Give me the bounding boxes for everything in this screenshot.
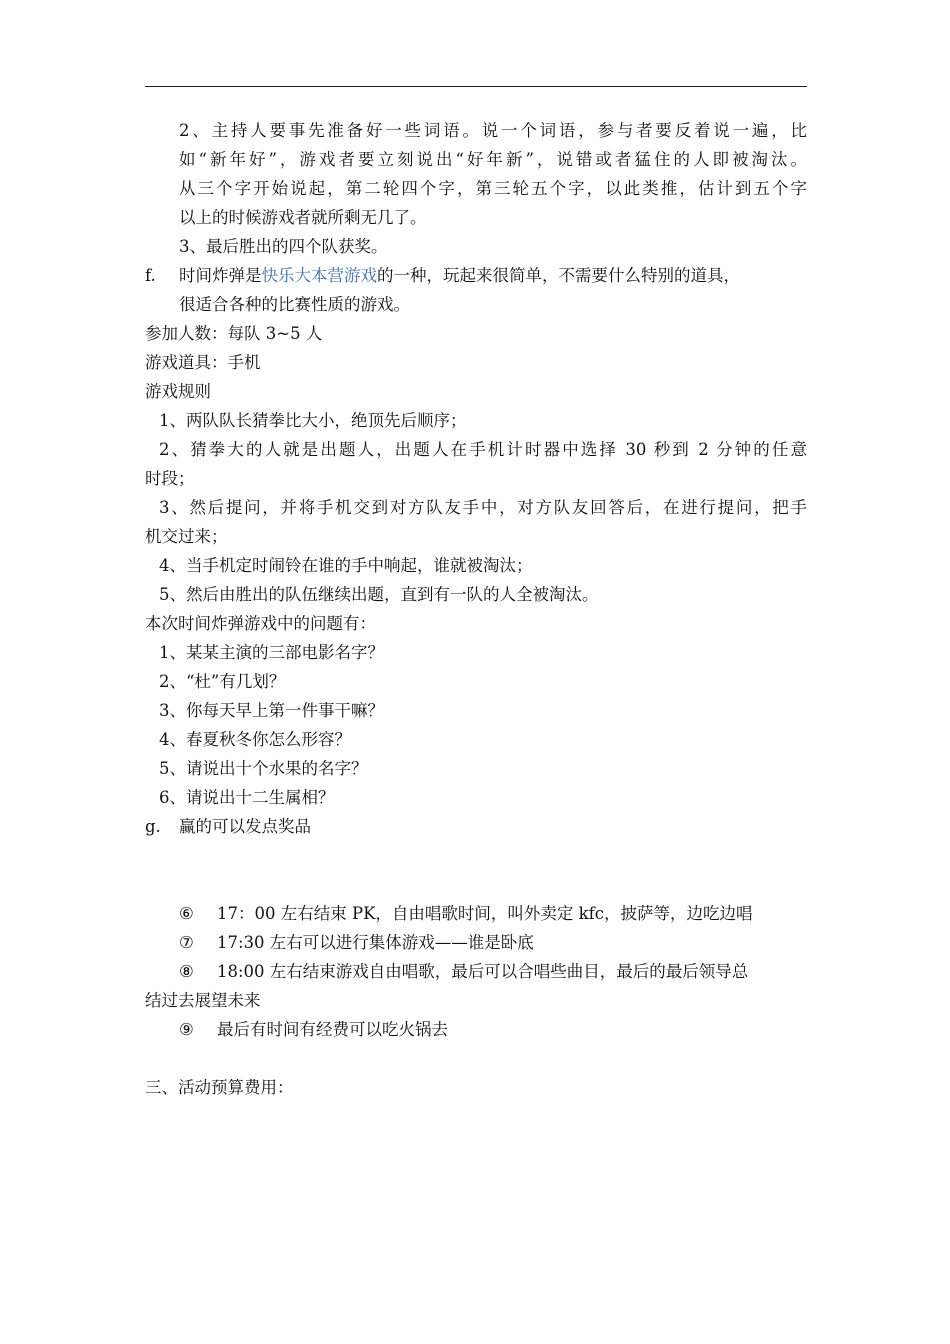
rule-item: 3、然后提问，并将手机交到对方队友手中，对方队友回答后，在进行提问，把手 bbox=[159, 498, 807, 517]
rule-item: 4、当手机定时闹铃在谁的手中响起，谁就被淘汰； bbox=[159, 556, 533, 575]
document-body bbox=[145, 116, 807, 1102]
spacer bbox=[145, 870, 807, 899]
schedule-text: 18:00 左右结束游戏自由唱歌，最后可以合唱些曲目，最后的最后领导总 bbox=[217, 962, 749, 981]
list-item-g bbox=[145, 812, 807, 841]
list-label: f. bbox=[145, 266, 156, 285]
schedule-item bbox=[145, 899, 807, 928]
text-segment: 时间炸弹是 bbox=[179, 266, 262, 285]
rule-item-continued: 机交过来； bbox=[145, 527, 228, 546]
rule-item: 5、然后由胜出的队伍继续出题，直到有一队的人全被淘汰。 bbox=[159, 585, 599, 604]
text-segment: 赢的可以发点奖品 bbox=[179, 817, 311, 836]
spacer bbox=[145, 1044, 807, 1073]
question-item: 5、请说出十个水果的名字？ bbox=[159, 759, 368, 778]
schedule-text: 17：00 左右结束 PK，自由唱歌时间，叫外卖定 kfc，披萨等，边吃边唱 bbox=[217, 904, 753, 923]
list-item-f bbox=[145, 261, 807, 290]
question-item: 3、你每天早上第一件事干嘛？ bbox=[159, 701, 384, 720]
text-line: 以上的时候游戏者就所剩无几了。 bbox=[179, 208, 427, 227]
question-item: 2、“杜”有几划？ bbox=[159, 672, 286, 691]
question-item: 1、某某主演的三部电影名字？ bbox=[159, 643, 384, 662]
text-line: 很适合各种的比赛性质的游戏。 bbox=[179, 295, 410, 314]
schedule-number: ⑦ bbox=[179, 933, 194, 952]
section-heading: 游戏规则 bbox=[145, 382, 211, 401]
schedule-number: ⑨ bbox=[179, 1020, 194, 1039]
text-line: 如“新年好”，游戏者要立刻说出“好年新”，说错或者猛住的人即被淘汰。 bbox=[179, 150, 807, 169]
list-label: g. bbox=[145, 817, 161, 836]
text-line: 从三个字开始说起，第二轮四个字，第三轮五个字，以此类推，估计到五个字 bbox=[179, 179, 807, 198]
question-item: 6、请说出十二生属相？ bbox=[159, 788, 335, 807]
question-item: 4、春夏秋冬你怎么形容？ bbox=[159, 730, 351, 749]
text-line: 2、主持人要事先准备好一些词语。说一个词语，参与者要反着说一遍，比 bbox=[179, 121, 807, 140]
rule-item: 2、猜拳大的人就是出题人，出题人在手机计时器中选择 30 秒到 2 分钟的任意 bbox=[159, 440, 807, 459]
header-rule bbox=[145, 86, 807, 87]
schedule-text: 最后有时间有经费可以吃火锅去 bbox=[217, 1020, 448, 1039]
text-line: 3、最后胜出的四个队获奖。 bbox=[179, 237, 388, 256]
schedule-number: ⑥ bbox=[179, 904, 194, 923]
schedule-item bbox=[145, 928, 807, 957]
text-line: 参加人数：每队 3~5 人 bbox=[145, 324, 323, 343]
schedule-item-continued: 结过去展望未来 bbox=[145, 991, 261, 1010]
schedule-item bbox=[145, 1015, 807, 1044]
rule-item-continued: 时段； bbox=[145, 469, 195, 488]
section-heading: 本次时间炸弹游戏中的问题有： bbox=[145, 614, 376, 633]
rule-item: 1、两队队长猜拳比大小，绝顶先后顺序； bbox=[159, 411, 467, 430]
game-link[interactable]: 快乐大本营游戏 bbox=[261, 266, 377, 285]
spacer bbox=[145, 841, 807, 870]
schedule-item bbox=[145, 957, 807, 986]
schedule-text: 17:30 左右可以进行集体游戏——谁是卧底 bbox=[217, 933, 534, 952]
section-heading-budget: 三、活动预算费用： bbox=[145, 1078, 294, 1097]
text-line: 游戏道具：手机 bbox=[145, 353, 261, 372]
schedule-number: ⑧ bbox=[179, 962, 194, 981]
text-segment: 的一种，玩起来很简单，不需要什么特别的道具， bbox=[377, 266, 740, 285]
